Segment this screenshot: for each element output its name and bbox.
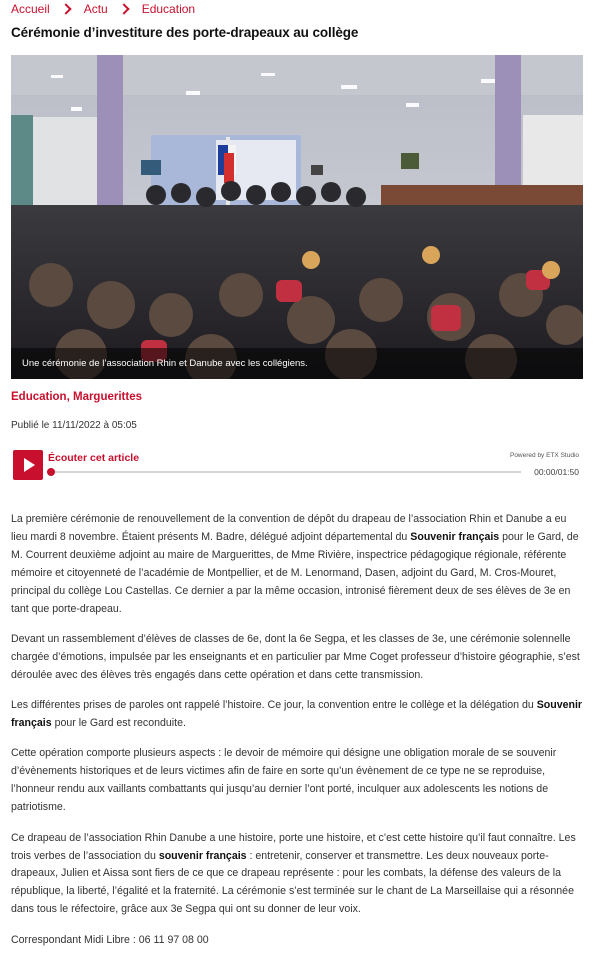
article-photo bbox=[11, 55, 583, 379]
breadcrumb-actu[interactable]: Actu bbox=[83, 2, 108, 16]
photo-caption: Une cérémonie de l’association Rhin et Danube avec les collégiens. bbox=[11, 348, 583, 379]
chevron-right-icon bbox=[60, 3, 71, 14]
publish-date: Publié le 11/11/2022 à 05:05 bbox=[11, 420, 137, 431]
article-paragraph: Devant un rassemblement d’élèves de classes de 6e, dont la 6e Segpa, et les classes de 3e, une cérémonie solennelle chargée d’émotions, impulsée par les enseignants et en particulier par Mme Coget professeur d’histoire géographie, s’est déroulée avec des élèves très engagés dans cette opération et dans cette transmission. bbox=[11, 632, 580, 681]
audio-time: 00:00/01:50 bbox=[534, 467, 579, 477]
tag-marguerittes[interactable]: Marguerittes bbox=[72, 391, 143, 403]
article-body bbox=[11, 511, 585, 962]
listen-label[interactable]: Écouter cet article bbox=[48, 452, 140, 464]
article-paragraph: La première cérémonie de renouvellement de la convention de dépôt du drapeau de l’association Rhin et Danube a eu lieu mardi 8 novembre. Étaient présents M. Badre, délégué adjoint départemental du Souvenir français pour le Gard, de M. Courrent deuxième adjoint au maire de Marguerittes, de Mme Rivière, inspectrice pédagogique régionale, référente mémoire et citoyenneté de l’académie de Montpellier, et de M. Lenormand, Dasen, adjoint du Gard, M. Cros-Mouret, principal du collège Lou Castellas. Ce dernier a par la même occasion, intronisé fièrement deux de ses élèves de 3e en tant que porte-drapeau. bbox=[11, 513, 579, 615]
breadcrumb-education[interactable]: Education bbox=[141, 2, 196, 16]
audio-progress-handle[interactable] bbox=[47, 468, 55, 476]
correspondent-line: Correspondant Midi Libre : 06 11 97 08 00 bbox=[11, 933, 209, 946]
ceremony-photo-illustration bbox=[11, 55, 583, 379]
article-title: Cérémonie d’investiture des porte-drapeaux au collège bbox=[11, 25, 359, 40]
article-paragraph: Les différentes prises de paroles ont rappelé l’histoire. Ce jour, la convention entre le collège et la délégation du Souvenir français pour le Gard est reconduite. bbox=[11, 699, 583, 730]
breadcrumb-accueil[interactable]: Accueil bbox=[11, 2, 50, 16]
tag-education[interactable]: Education bbox=[11, 391, 67, 403]
audio-player bbox=[11, 447, 583, 483]
tag-separator: , bbox=[66, 391, 73, 403]
powered-by-label: Powered by ETX Studio bbox=[509, 452, 579, 459]
article-tags bbox=[11, 391, 142, 403]
chevron-right-icon bbox=[118, 3, 129, 14]
audio-progress-track[interactable] bbox=[51, 471, 521, 473]
breadcrumb bbox=[11, 1, 195, 17]
article-paragraph: Cette opération comporte plusieurs aspects : le devoir de mémoire qui désigne une obligation morale de se souvenir d’évènements historiques et de leurs victimes afin de faire en sorte qu’un évènement de ce type ne se reproduise, l’honneur rendu aux vaillants combattants qui jusqu’au dernier l’ont porté, inculquer aux adolescents les notions de patriotisme. bbox=[11, 747, 557, 814]
article-paragraph: Ce drapeau de l’association Rhin Danube a une histoire, porte une histoire, et c’est cette histoire qu’il faut connaître. Les trois verbes de l’association du souvenir français : entretenir, conserver et transmettre. Les deux nouveaux porte-drapeaux, Julien et Aissa sont fiers de ce que ce drapeau représente : pour les combats, la défense des valeurs de la république, la liberté, l’égalité et la fraternité. La cérémonie s’est terminée sur le chant de La Marseillaise qui a résonnée dans tous le réfectoire, grâce aux 3e Segpa qui ont su donner de leur voix. bbox=[11, 831, 576, 916]
play-icon[interactable] bbox=[13, 450, 43, 480]
